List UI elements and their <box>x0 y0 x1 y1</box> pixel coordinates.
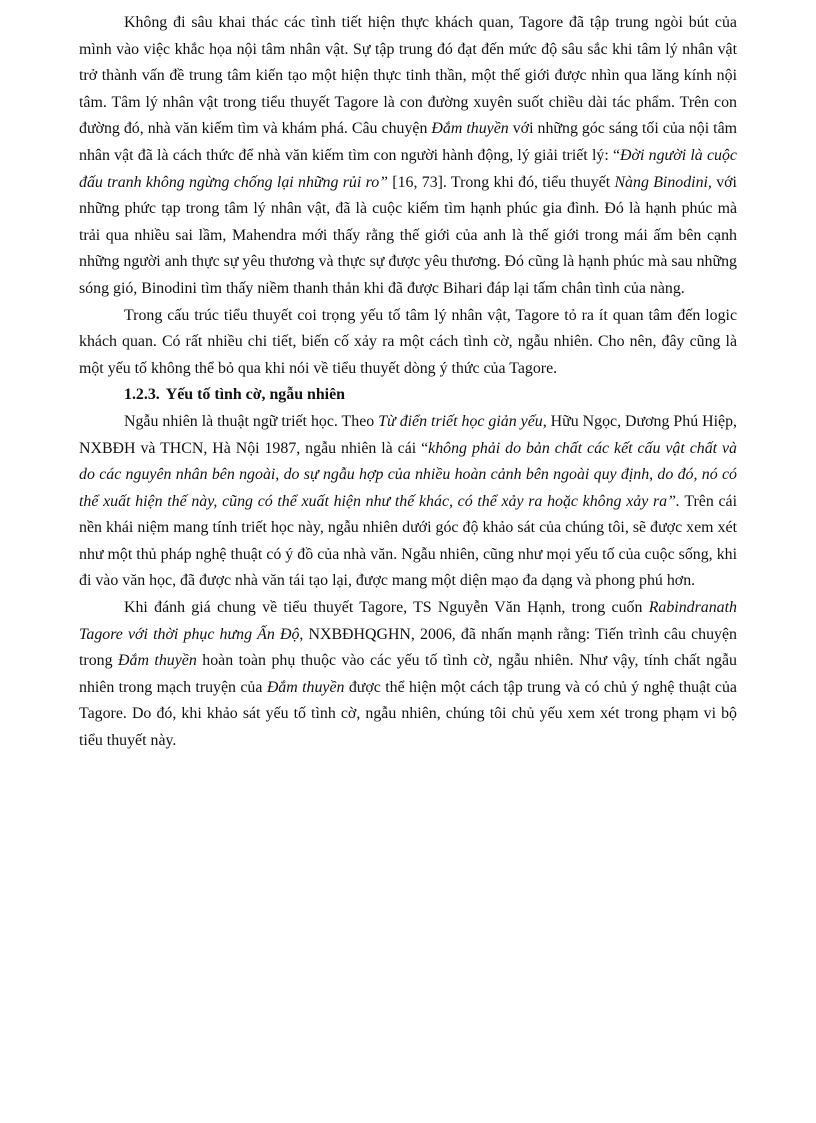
italic-title: Nàng Binodini, <box>614 173 712 191</box>
text-run: Trên cái nền khái niệm mang tính triết học này, ngẫu nhiên dưới góc độ khảo sát của chúng tôi, sẽ được xem xét như một thủ pháp nghệ thuật có ý đồ của nhà văn. Ngẫu nhiên, cũng như mọi yếu tố của cuộc sống, khi đi vào văn học, đã được nhà văn tái tạo lại, được mang một diện mạo đa dạng và phong phú hơn. <box>79 492 737 590</box>
italic-title: Đắm thuyền <box>118 652 197 670</box>
italic-quote: Đời người là cuộc đấu tranh không ngừng chống lại những rủi ro” <box>79 146 737 191</box>
text-run: Hữu Ngọc, Dương Phú Hiệp, NXBĐH và THCN, Hà Nội 1987, ngẫu nhiên là cái “ <box>79 412 737 457</box>
section-number: 1.2.3. <box>124 386 160 404</box>
italic-quote: không phải do bản chất các kết cấu vật chất và do các nguyên nhân bên ngoài, do sự ngẫu hợp của nhiều hoàn cảnh bên ngoài quy định, do đó, nó có thể xuất hiện thế này, cũng có thể xuất hiện như thế khác, có thể xảy ra hoặc không xảy ra”. <box>79 439 737 510</box>
text-run: với những góc sáng tối của nội tâm nhân vật đã là cách thức để nhà văn kiếm tìm con người hành động, lý giải triết lý: “ <box>79 120 737 164</box>
text-run: được thể hiện một cách tập trung và có chủ ý nghệ thuật của Tagore. Do đó, khi khảo sát yếu tố tình cờ, ngẫu nhiên, chúng tôi chủ yếu xem xét trong phạm vi bộ tiểu thuyết này. <box>79 678 737 750</box>
paragraph-psychology <box>79 10 737 303</box>
text-run: hoàn toàn phụ thuộc vào các yếu tố tình cờ, ngẫu nhiên. Như vậy, tính chất ngẫu nhiên trong mạch truyện của <box>79 652 738 696</box>
text-run: , NXBĐHQGHN, 2006, đã nhấn mạnh rằng: Tiến trình câu chuyện trong <box>79 625 737 670</box>
text-run: [16, 73]. Trong khi đó, tiểu thuyết <box>387 173 615 191</box>
italic-title: Rabindranath Tagore với thời phục hưng Ấn Độ <box>79 599 737 643</box>
text-run: Trong cấu trúc tiểu thuyết coi trọng yếu tố tâm lý nhân vật, Tagore tỏ ra ít quan tâm đến logic khách quan. Có rất nhiều chi tiết, biến cố xảy ra một cách tình cờ, ngẫu nhiên. Cho nên, đây cũng là một yếu tố không thể bỏ qua khi nói về tiểu thuyết dòng ý thức của Tagore. <box>79 306 737 377</box>
document-body <box>79 10 737 755</box>
section-title: Yếu tố tình cờ, ngẫu nhiên <box>165 386 345 404</box>
paragraph-evaluation <box>79 595 737 755</box>
italic-title: Từ điển triết học giản yếu, <box>378 412 547 430</box>
italic-title: Đắm thuyền <box>266 678 345 696</box>
text-run: Ngẫu nhiên là thuật ngữ triết học. Theo <box>124 412 379 430</box>
text-run: với những phức tạp trong tâm lý nhân vật, đã là cuộc kiếm tìm hạnh phúc gia đình. Đó là hạnh phúc mà trải qua nhiều sai lầm, Mahendra mới thấy rằng thế giới của anh là thế giới trong mái ấm bên cạnh những người anh thực sự yêu thương và thực sự được yêu thương. Đó cũng là hạnh phúc mà sau những sóng gió, Binodini tìm thấy niềm thanh thản khi đã được Bihari đáp lại tấm chân tình của nàng. <box>79 173 737 297</box>
text-run: Không đi sâu khai thác các tình tiết hiện thực khách quan, Tagore đã tập trung ngòi bút của mình vào việc khắc họa nội tâm nhân vật. Sự tập trung đó đạt đến mức độ sâu sắc khi tâm lý nhân vật trở thành vấn đề trung tâm kiến tạo một hiện thực tinh thần, một thế giới được nhìn qua lăng kính nội tâm. Tâm lý nhân vật trong tiểu thuyết Tagore là con đường xuyên suốt chiều dài tác phẩm. Trên con đường đó, nhà văn kiếm tìm và khám phá. Câu chuyện <box>79 14 737 138</box>
section-heading <box>79 382 737 409</box>
paragraph-logic <box>79 303 737 383</box>
text-run: Khi đánh giá chung về tiểu thuyết Tagore, TS Nguyễn Văn Hạnh, trong cuốn <box>124 599 649 617</box>
italic-title: Đắm thuyền <box>431 120 509 138</box>
paragraph-definition <box>79 409 737 595</box>
